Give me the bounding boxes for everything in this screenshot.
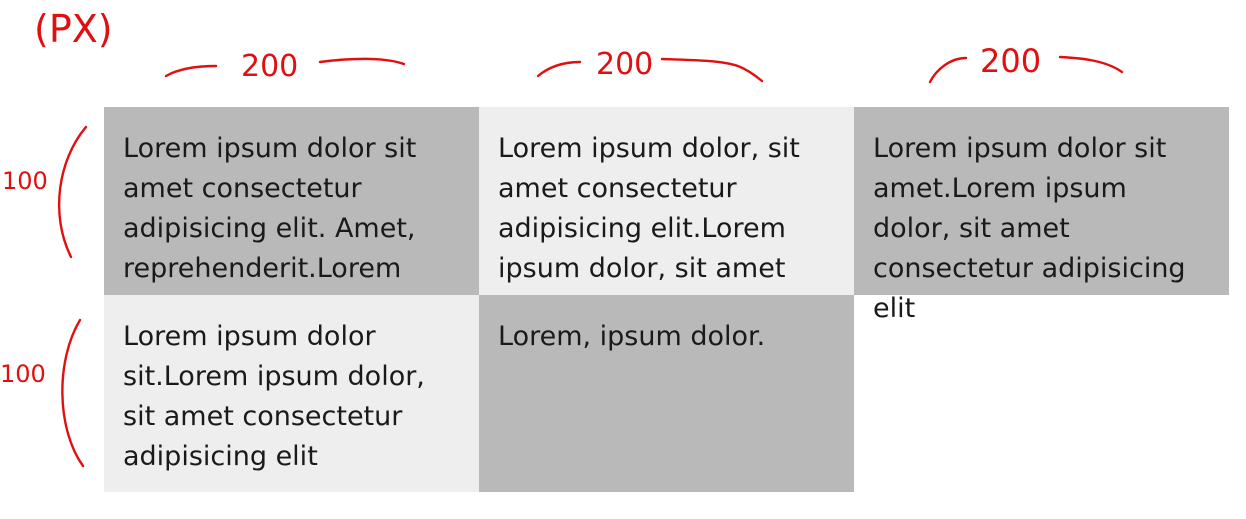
height-marker-1-stroke xyxy=(59,127,86,257)
cell-1-text: Lorem ipsum dolor sit amet consectetur adipisicing elit. Amet, reprehenderit.Lorem xyxy=(123,133,417,284)
cell-4 xyxy=(104,295,479,492)
unit-label: (PX) xyxy=(34,7,113,51)
cell-3-text: Lorem ipsum dolor sit amet.Lorem ipsum dolor, sit amet consectetur adipisicing elit xyxy=(873,133,1186,324)
width-label-3: 200 xyxy=(980,42,1042,80)
width-marker-1-left-stroke xyxy=(166,66,216,76)
width-label-2: 200 xyxy=(596,47,654,82)
cell-5 xyxy=(479,295,854,492)
cell-5-text: Lorem, ipsum dolor. xyxy=(498,321,766,352)
height-label-1: 100 xyxy=(2,167,48,195)
cell-2-text: Lorem ipsum dolor, sit amet consectetur adipisicing elit.Lorem ipsum dolor, sit amet xyxy=(498,133,800,284)
width-label-1: 200 xyxy=(241,49,299,84)
height-marker-2-stroke xyxy=(62,320,83,466)
cell-4-text: Lorem ipsum dolor sit.Lorem ipsum dolor, sit amet consectetur adipisicing elit xyxy=(123,321,425,472)
height-label-2: 100 xyxy=(0,360,46,388)
cell-1 xyxy=(104,107,479,295)
cell-3 xyxy=(854,107,1229,324)
width-marker-1-right-stroke xyxy=(320,59,404,64)
width-marker-3-right-stroke xyxy=(1060,57,1122,72)
width-marker-3-left-stroke xyxy=(930,58,966,82)
cell-2 xyxy=(479,107,854,295)
width-marker-2-left-stroke xyxy=(538,62,580,76)
width-marker-2-right-stroke xyxy=(662,59,762,81)
